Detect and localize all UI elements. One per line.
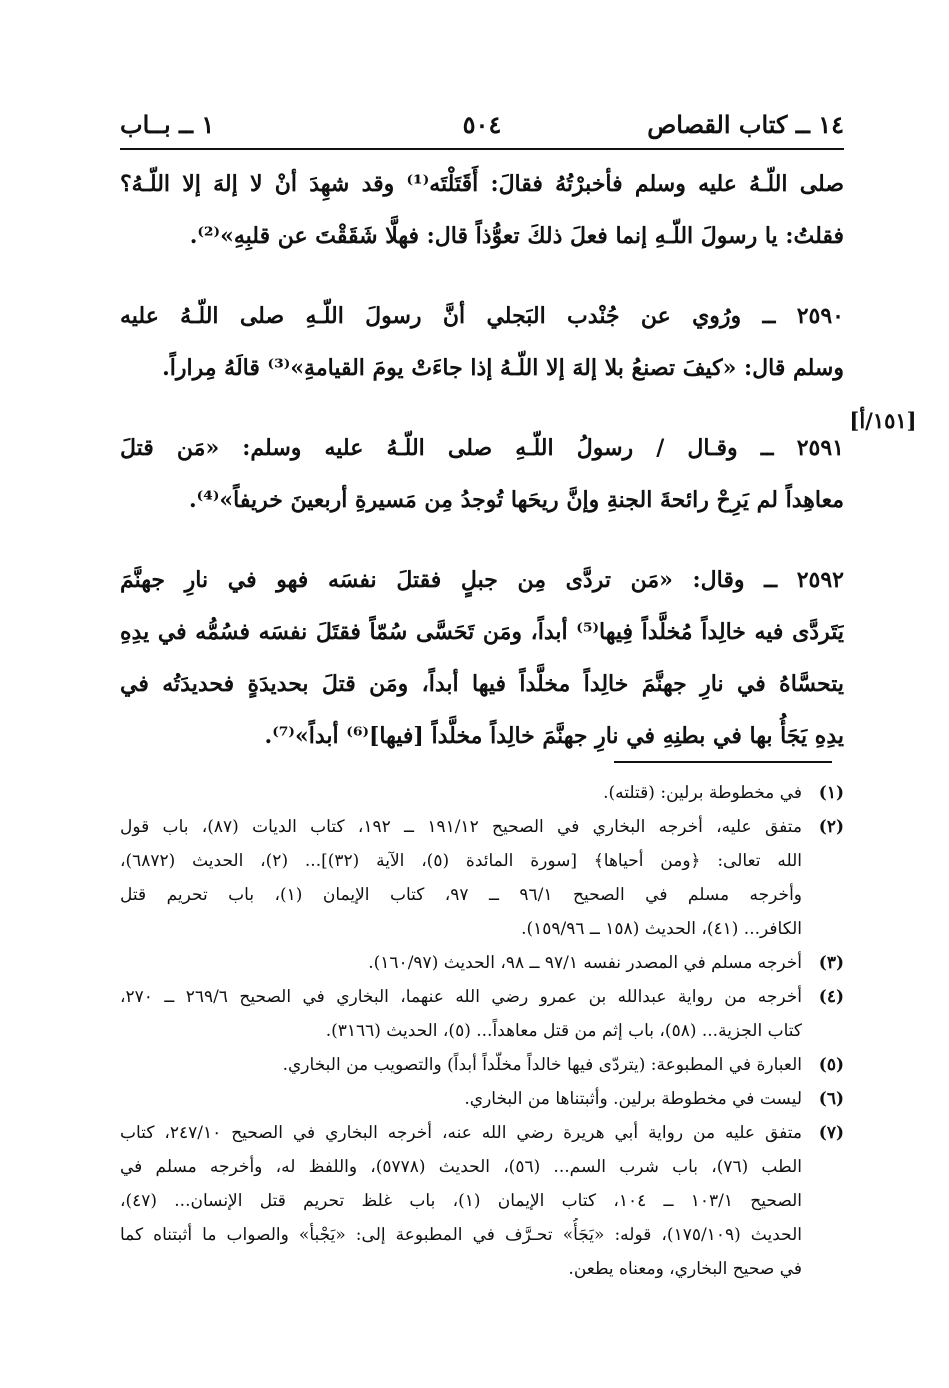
footnote-number: (٥) — [818, 1055, 844, 1075]
footnote — [120, 1116, 844, 1286]
chapter-title: ١٤ ــ كتاب القصاص — [647, 110, 844, 139]
text-line: يدِهِ يَجَأُ بها في بطنِهِ في نارِ جهنَّمَ خالِداً مخلَّداً [فيها]⁽⁶⁾ أبداً»⁽⁷⁾. — [264, 723, 844, 749]
paragraph — [120, 422, 844, 526]
footnote-line: العبارة في المطبوعة: (يتردّى فيها خالداً مخلّداً أبداً) والتصويب من البخاري. — [282, 1055, 802, 1075]
text-line: وسلم قال: «كيفَ تصنعُ بلا إلهَ إلا اللّـهُ إذا جاءَتْ يومَ القيامةِ»⁽³⁾ قالَهُ مِراراً. — [162, 355, 844, 381]
manuscript-folio-marker: [١٥١/أ] — [849, 408, 917, 433]
footnote — [120, 776, 844, 810]
footnote-line: الله تعالى: ﴿ومن أحياها﴾ [سورة المائدة (٥)، الآية (٣٢)]... (٢)، الحديث (٦٨٧٢)، — [120, 851, 802, 871]
footnote-number: (٧) — [818, 1123, 844, 1143]
footnote-line: الكافر... (٤١)، الحديث (١٥٨ ــ ١٥٩/٩٦). — [521, 919, 802, 939]
text-line: فقلتُ: يا رسولَ اللّـهِ إنما فعلَ ذلكَ تعوُّذاً قال: فهلَّا شَقَقْتَ عن قلبِهِ»⁽²⁾. — [189, 223, 844, 249]
footnote-line: في صحيح البخاري، ومعناه يطعن. — [568, 1259, 802, 1279]
footnote — [120, 1082, 844, 1116]
paragraph — [120, 554, 844, 762]
footnote-line: وأخرجه مسلم في الصحيح ٩٦/١ ــ ٩٧، كتاب الإيمان (١)، باب تحريم قتل — [120, 885, 802, 905]
footnote-line: أخرجه مسلم في المصدر نفسه ٩٧/١ ــ ٩٨، الحديث (١٦٠/٩٧). — [368, 953, 802, 973]
paragraph — [120, 290, 844, 394]
paragraph — [120, 158, 844, 262]
footnotes — [120, 776, 844, 1286]
footnote-line: متفق عليه من رواية أبي هريرة رضي الله عنه، أخرجه البخاري في الصحيح ٢٤٧/١٠، كتاب — [120, 1123, 802, 1143]
footnote — [120, 980, 844, 1048]
footnote — [120, 946, 844, 980]
footnote-line: الحديث (١٧٥/١٠٩)، قوله: «يَجَأُ» تحـرَّف في المطبوعة إلى: «يَجْبأ» والصواب ما أثبتناه كما — [120, 1225, 802, 1245]
footnote-line: متفق عليه، أخرجه البخاري في الصحيح ١٩١/١٢ ــ ١٩٢، كتاب الديات (٨٧)، باب قول — [120, 817, 802, 837]
text-line: ٢٥٩٠ ــ ورُوي عن جُنْدب البَجلي أنَّ رسولَ اللّـهِ صلى اللّـهُ عليه — [120, 303, 844, 329]
footnote-line: ليست في مخطوطة برلين. وأثبتناها من البخاري. — [464, 1089, 802, 1109]
section-title: ١ ــ بــاب — [120, 110, 215, 139]
footnote-separator — [614, 761, 832, 763]
text-line: يَتَردَّى فيه خالِداً مُخلَّداً فِيها⁽⁵⁾ أبداً، ومَن تَحَسَّى سُمّاً فقتَلَ نفسَه فسُمُّه في يدِهِ — [120, 619, 844, 645]
footnote-number: (٢) — [818, 817, 844, 837]
text-line: معاهِداً لم يَرِحْ رائحةَ الجنةِ وإنَّ ريحَها تُوجدُ مِن مَسيرةِ أربعينَ خريفاً»⁽⁴⁾. — [188, 487, 844, 513]
hadith-text — [120, 158, 844, 762]
footnote-line: الطب (٧٦)، باب شرب السم... (٥٦)، الحديث (٥٧٧٨)، واللفظ له، وأخرجه مسلم في — [120, 1157, 802, 1177]
text-line: ٢٥٩١ ــ وقـال / رسولُ اللّـهِ صلى اللّـهُ عليه وسلم: «مَن قتلَ — [120, 435, 844, 461]
text-line: يتحسَّاهُ في نارِ جهنَّمَ خالِداً مخلَّداً فيها أبداً، ومَن قتلَ بحديدَةٍ فحديدَتُه في — [120, 671, 844, 697]
footnote-line: في مخطوطة برلين: (قتلته). — [603, 783, 802, 803]
text-line: ٢٥٩٢ ــ وقال: «مَن تردَّى مِن جبلٍ فقتلَ نفسَه فهو في نارِ جهنَّمَ — [120, 567, 844, 593]
text-line: صلى اللّـهُ عليه وسلم فأخبرْتُهُ فقالَ: أَقَتَلْتَه⁽¹⁾ وقد شهِدَ أنْ لا إلهَ إلا اللّـهُ؟ — [120, 171, 844, 197]
footnote-number: (١) — [818, 783, 844, 803]
footnote-line: الصحيح ١٠٣/١ ــ ١٠٤، كتاب الإيمان (١)، باب غلظ تحريم قتل الإنسان... (٤٧)، — [120, 1191, 802, 1211]
header-rule — [120, 148, 844, 150]
footnote — [120, 810, 844, 946]
footnote — [120, 1048, 844, 1082]
footnote-number: (٤) — [818, 987, 844, 1007]
footnote-line: أخرجه من رواية عبدالله بن عمرو رضي الله عنهما، البخاري في الصحيح ٢٦٩/٦ ــ ٢٧٠، — [120, 987, 802, 1007]
running-head — [120, 104, 844, 150]
footnote-number: (٣) — [818, 953, 844, 973]
footnote-line: كتاب الجزية... (٥٨)، باب إثم من قتل معاهداً... (٥)، الحديث (٣١٦٦). — [325, 1021, 802, 1041]
page-number: ٥٠٤ — [462, 110, 502, 139]
footnote-number: (٦) — [818, 1089, 844, 1109]
